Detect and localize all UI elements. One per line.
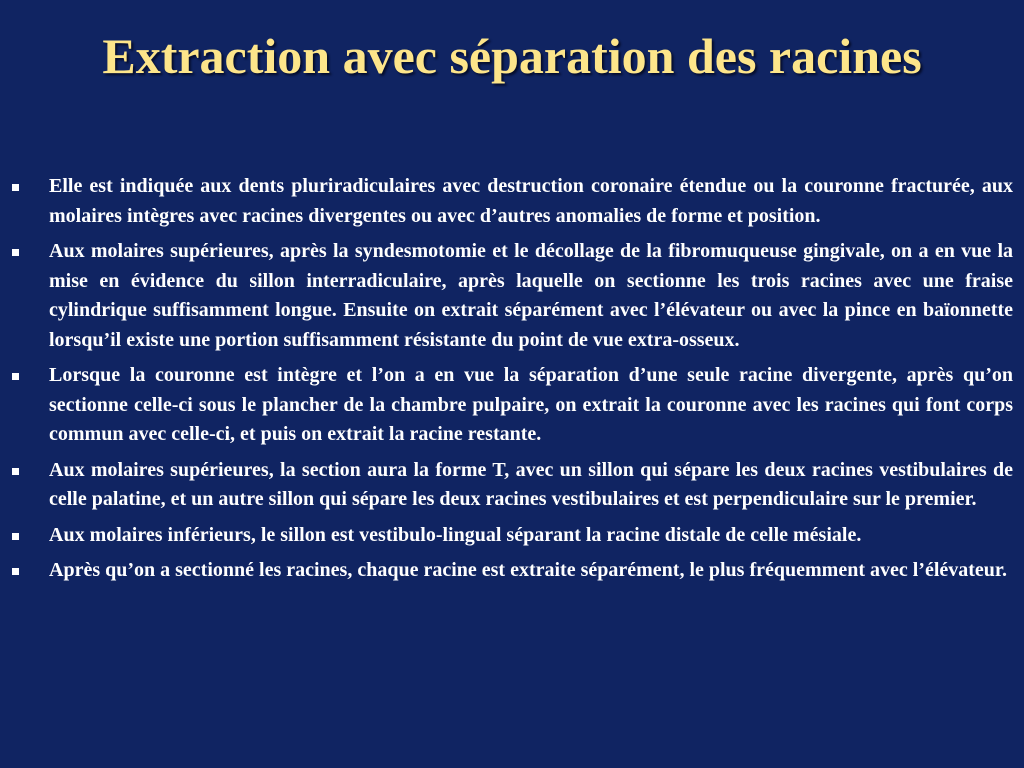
bullet-item xyxy=(10,521,1013,551)
square-bullet-icon xyxy=(12,468,19,475)
square-bullet-icon xyxy=(12,373,19,380)
bullet-item xyxy=(10,556,1013,586)
slide-title: Extraction avec séparation des racines xyxy=(102,28,922,84)
square-bullet-icon xyxy=(12,533,19,540)
bullet-item xyxy=(10,237,1013,355)
square-bullet-icon xyxy=(12,568,19,575)
bullet-text: Elle est indiquée aux dents pluriradiculaires avec destruction coronaire étendue ou la couronne fracturée, aux molaires intègres avec racines divergentes ou avec d’autres anomalies de forme et position. xyxy=(49,175,1013,227)
bullet-item xyxy=(10,361,1013,450)
square-bullet-icon xyxy=(12,249,19,256)
bullet-text: Lorsque la couronne est intègre et l’on a en vue la séparation d’une seule racine divergente, après qu’on sectionne celle-ci sous le plancher de la chambre pulpaire, on extrait la couronne avec les racines qui font corps commun avec celle-ci, et puis on extrait la racine restante. xyxy=(49,364,1013,445)
bullet-text: Après qu’on a sectionné les racines, chaque racine est extraite séparément, le plus fréquemment avec l’élévateur. xyxy=(49,559,1007,581)
bullet-item xyxy=(10,456,1013,515)
bullet-text: Aux molaires inférieurs, le sillon est vestibulo-lingual séparant la racine distale de celle mésiale. xyxy=(49,523,862,546)
bullet-item xyxy=(10,172,1013,231)
bullet-list xyxy=(10,172,1013,592)
bullet-text: Aux molaires supérieures, la section aura la forme T, avec un sillon qui sépare les deux racines vestibulaires de celle palatine, et un autre sillon qui sépare les deux racines vestibulaires et est perpendiculaire sur le premier. xyxy=(49,458,1013,510)
bullet-text: Aux molaires supérieures, après la syndesmotomie et le décollage de la fibromuqueuse gingivale, on a en vue la mise en évidence du sillon interradiculaire, après laquelle on sectionne les trois racines avec une fraise cylindrique suffisamment longue. Ensuite on extrait séparément avec l’élévateur ou avec la pince en baïonnette lorsqu’il existe une portion suffisamment résistante du point de vue extra-osseux. xyxy=(49,240,1013,351)
square-bullet-icon xyxy=(12,184,19,191)
